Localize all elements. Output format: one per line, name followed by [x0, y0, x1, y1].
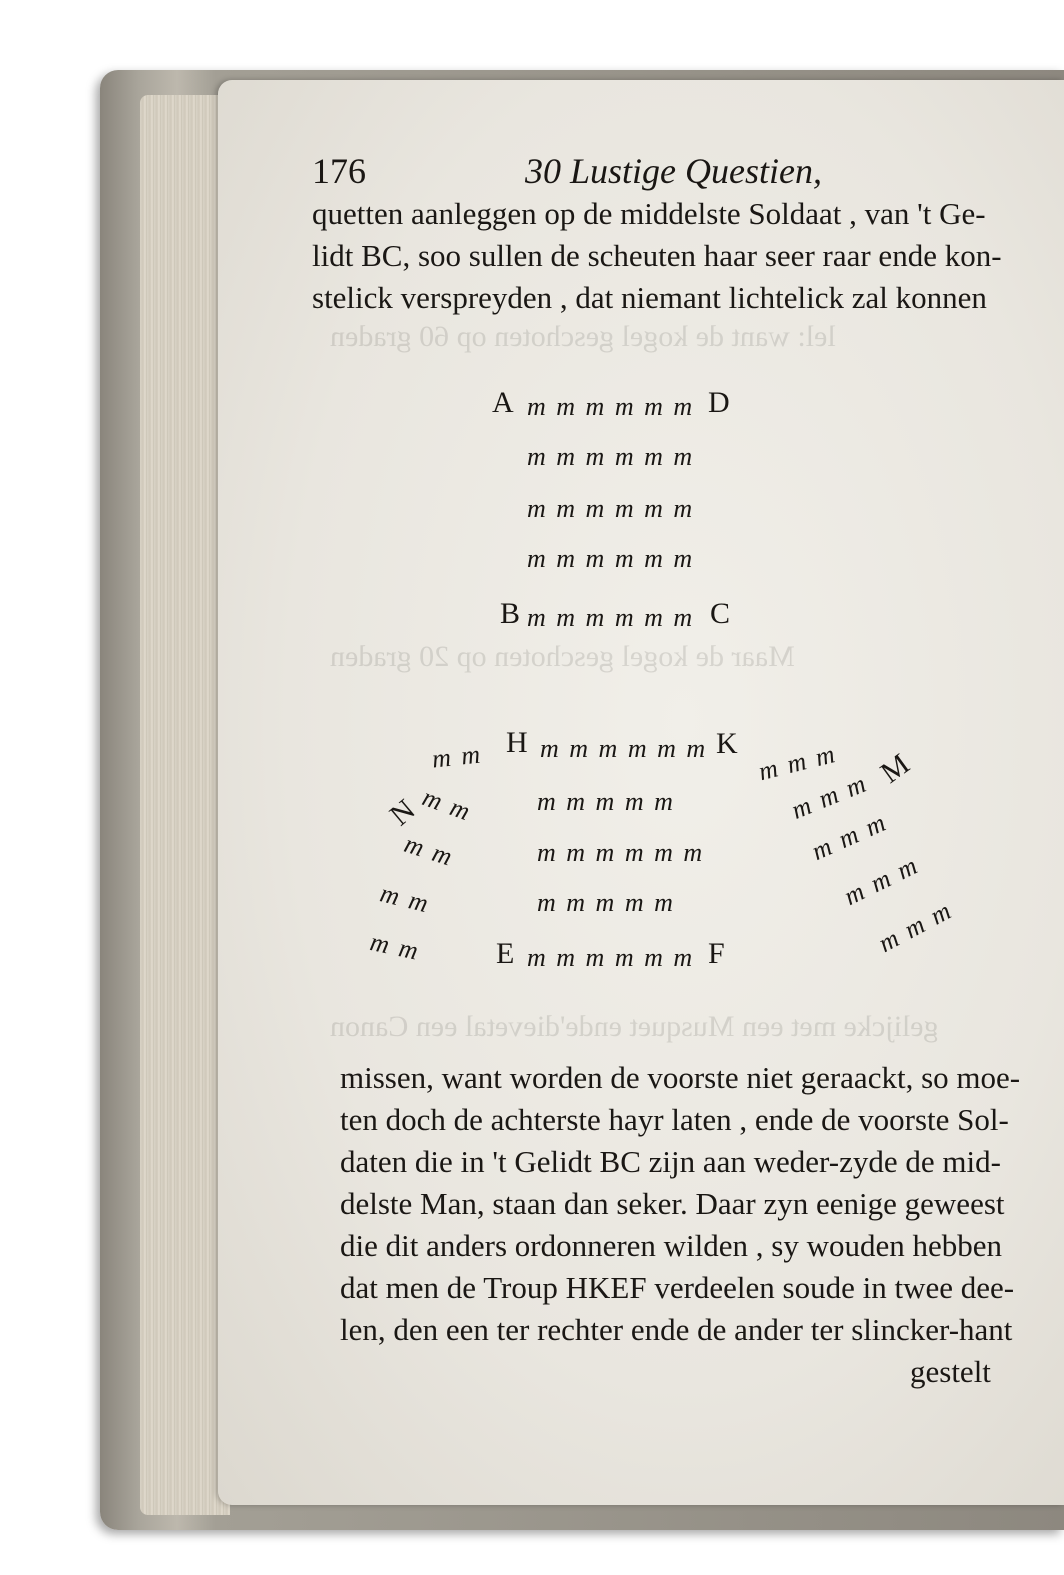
show-through: gelijcke met een Musquet ende'dievetal een Canon	[330, 1010, 939, 1043]
text-line: ten doch de achterste hayr laten , ende de voorste Sol-	[340, 1102, 1009, 1137]
soldier-group-left: m m	[377, 878, 433, 919]
text-line: quetten aanleggen op de middelste Soldaat , van 't Ge-	[312, 196, 986, 231]
label-f: F	[708, 937, 725, 970]
label-k: K	[716, 727, 738, 760]
soldier-row: m m m m m m	[527, 544, 695, 573]
label-c: C	[710, 597, 731, 630]
soldier-row: m m m m m m	[540, 734, 708, 763]
label-b: B	[500, 597, 521, 630]
text-line: daten die in 't Gelidt BC zijn aan weder-zyde de mid-	[340, 1144, 1001, 1179]
catchword: gestelt	[910, 1354, 991, 1389]
soldier-row: m m m m m m	[537, 838, 705, 867]
text-line: len, den een ter rechter ende de ander ter slincker-hant	[340, 1312, 1013, 1347]
label-h: H	[506, 726, 528, 759]
text-line: lidt BC, soo sullen de scheuten haar seer raar ende kon-	[312, 238, 1002, 273]
soldier-group-left: m m	[367, 927, 423, 966]
page-edges	[140, 95, 230, 1515]
soldier-row: m m m m m m	[527, 392, 695, 421]
soldier-group-left: m m	[430, 739, 484, 774]
soldier-group-right: m m m	[787, 768, 872, 825]
soldier-group-left: m m	[400, 828, 458, 873]
page-number: 176	[312, 151, 366, 191]
label-m: M	[874, 747, 916, 790]
text-line: missen, want worden de voorste niet geraackt, so moe-	[340, 1060, 1021, 1095]
text-line: delste Man, staan dan seker. Daar zyn eenige geweest	[340, 1186, 1005, 1221]
soldier-group-left: m m	[418, 782, 476, 827]
show-through: lel: want de kogel geschoten op 60 graden	[330, 320, 836, 353]
soldier-group-right: m m m	[839, 850, 924, 911]
soldier-row: m m m m m m	[527, 603, 695, 632]
label-n: N	[383, 793, 422, 833]
soldier-row: m m m m m m	[527, 442, 695, 471]
soldier-group-right: m m m	[807, 807, 892, 866]
label-d: D	[708, 386, 730, 419]
soldier-row: m m m m m	[537, 787, 675, 816]
running-title: 30 Lustige Questien,	[525, 151, 822, 191]
soldier-group-right: m m m	[873, 895, 958, 958]
show-through: Maar de kogel geschoten op 20 graden	[330, 640, 795, 673]
soldier-row: m m m m m m	[527, 943, 695, 972]
text-line: stelick verspreyden , dat niemant lichtelick zal konnen	[312, 280, 987, 315]
soldier-group-right: m m m	[755, 738, 840, 787]
soldier-row: m m m m m	[537, 888, 675, 917]
text-line: die dit anders ordonneren wilden , sy wouden hebben	[340, 1228, 1003, 1263]
label-a: A	[492, 386, 514, 419]
soldier-row: m m m m m m	[527, 494, 695, 523]
label-e: E	[496, 937, 515, 970]
text-line: dat men de Troup HKEF verdeelen soude in twee dee-	[340, 1270, 1015, 1305]
